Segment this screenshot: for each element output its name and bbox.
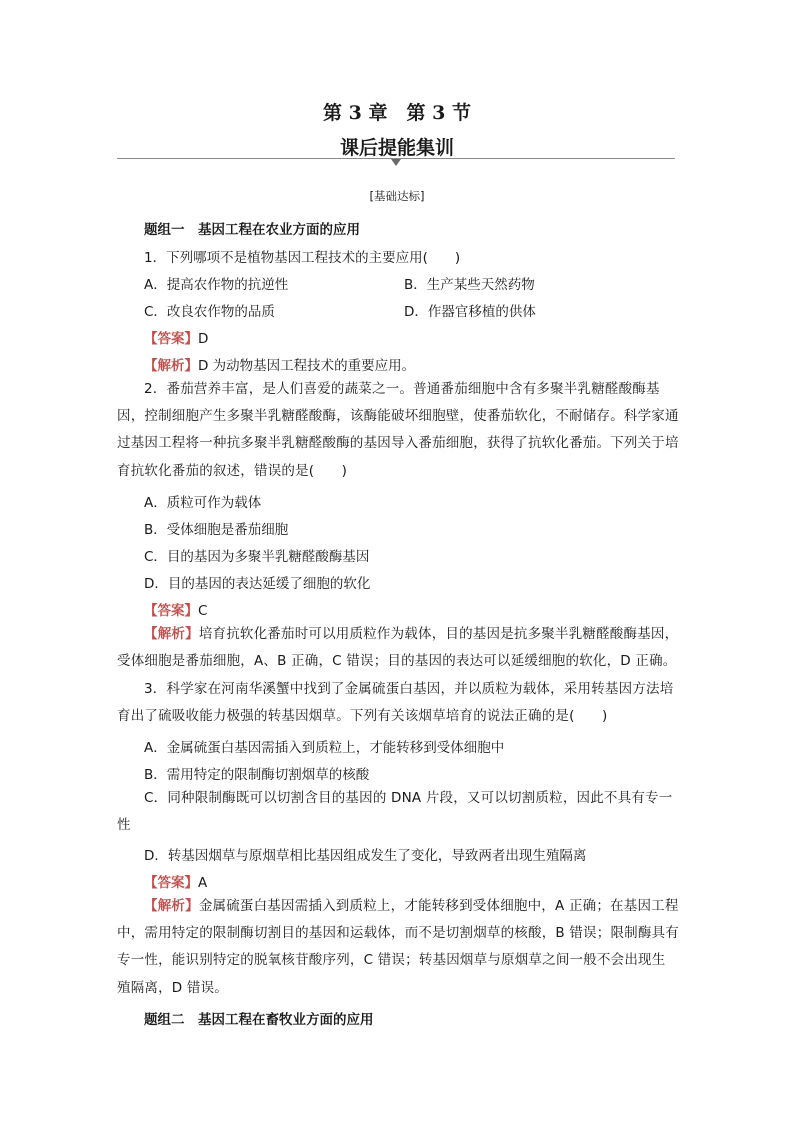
page-subtitle: 课后提能集训 [339,137,454,159]
analysis-text: D 为动物基因工程技术的重要应用。 [198,358,416,374]
group-heading-2: 题组二 基因工程在畜牧业方面的应用 [144,1012,374,1028]
analysis-tag: 【解析】 [144,626,199,642]
question-1-stem: 1．下列哪项不是植物基因工程技术的主要应用( ) [144,250,461,266]
q1-option-c: C．改良农作物的品质 [144,304,275,320]
analysis-text: 培育抗软化番茄时可以用质粒作为载体，目的基因是抗多聚半乳糖醛酸酶基因，受体细胞是番茄细胞，A、B 正确，C 错误；目的基因的表达可以延缓细胞的软化，D 正确。 [117,626,679,670]
q3-option-d: D．转基因烟草与原烟草相比基因组成发生了变化，导致两者出现生殖隔离 [144,848,587,864]
q3-analysis [117,893,679,1002]
q2-option-c: C．目的基因为多聚半乳糖醛酸酶基因 [144,549,370,565]
answer-tag: 【答案】 [144,875,198,891]
q3-option-b: B．需用特定的限制酶切割烟草的核酸 [144,767,370,783]
q2-option-d: D．目的基因的表达延缓了细胞的软化 [144,576,371,592]
triangle-marker-icon [391,159,401,166]
q1-option-d: D．作器官移植的供体 [404,304,536,320]
chapter-title: 第 3 章 第 3 节 [323,102,471,124]
q2-option-b: B．受体细胞是番茄细胞 [144,522,289,538]
group-heading-1: 题组一 基因工程在农业方面的应用 [144,222,360,238]
answer-value: A [198,875,208,891]
q3-option-c: C．同种限制酶既可以切割含目的基因的 DNA 片段，又可以切割质粒，因此不具有专一性 [117,790,673,834]
answer-value: C [198,603,208,619]
answer-tag: 【答案】 [144,331,198,347]
question-3-stem: 3．科学家在河南华溪蟹中找到了金属硫蛋白基因，并以质粒为载体，采用转基因方法培育出了硫吸收能力极强的转基因烟草。下列有关该烟草培育的说法正确的是( ) [117,681,674,725]
section-badge: [基础达标] [369,189,425,203]
answer-value: D [198,331,209,347]
q1-option-b: B．生产某些天然药物 [404,277,535,293]
q2-analysis [117,621,679,675]
q2-answer [144,599,207,619]
question-2-stem: 2．番茄营养丰富，是人们喜爱的蔬菜之一。普通番茄细胞中含有多聚半乳糖醛酸酶基因，控制细胞产生多聚半乳糖醛酸酶，该酶能破坏细胞壁，使番茄软化，不耐储存。科学家通过基因工程将一种抗多聚半乳糖醛酸酶的基因导入番茄细胞，获得了抗软化番茄。下列关于培育抗软化番茄的叙述，错误的是( ) [117,381,679,479]
q1-option-a: A．提高农作物的抗逆性 [144,277,289,293]
q1-answer [144,327,208,347]
analysis-tag: 【解析】 [144,898,199,914]
q3-option-a: A．金属硫蛋白基因需插入到质粒上，才能转移到受体细胞中 [144,740,505,756]
analysis-tag: 【解析】 [144,358,198,374]
q1-analysis [144,354,415,374]
q2-option-a: A．质粒可作为载体 [144,495,262,511]
analysis-text: 金属硫蛋白基因需插入到质粒上，才能转移到受体细胞中，A 正确；在基因工程中，需用特定的限制酶切割目的基因和运载体，而不是切割烟草的核酸，B 错误；限制酶具有专一性，能识别特定的脱氧核苷酸序列，C 错误；转基因烟草与原烟草之间一般不会出现生殖隔离，D 错误。 [117,898,679,996]
answer-tag: 【答案】 [144,603,198,619]
q3-answer [144,871,207,891]
